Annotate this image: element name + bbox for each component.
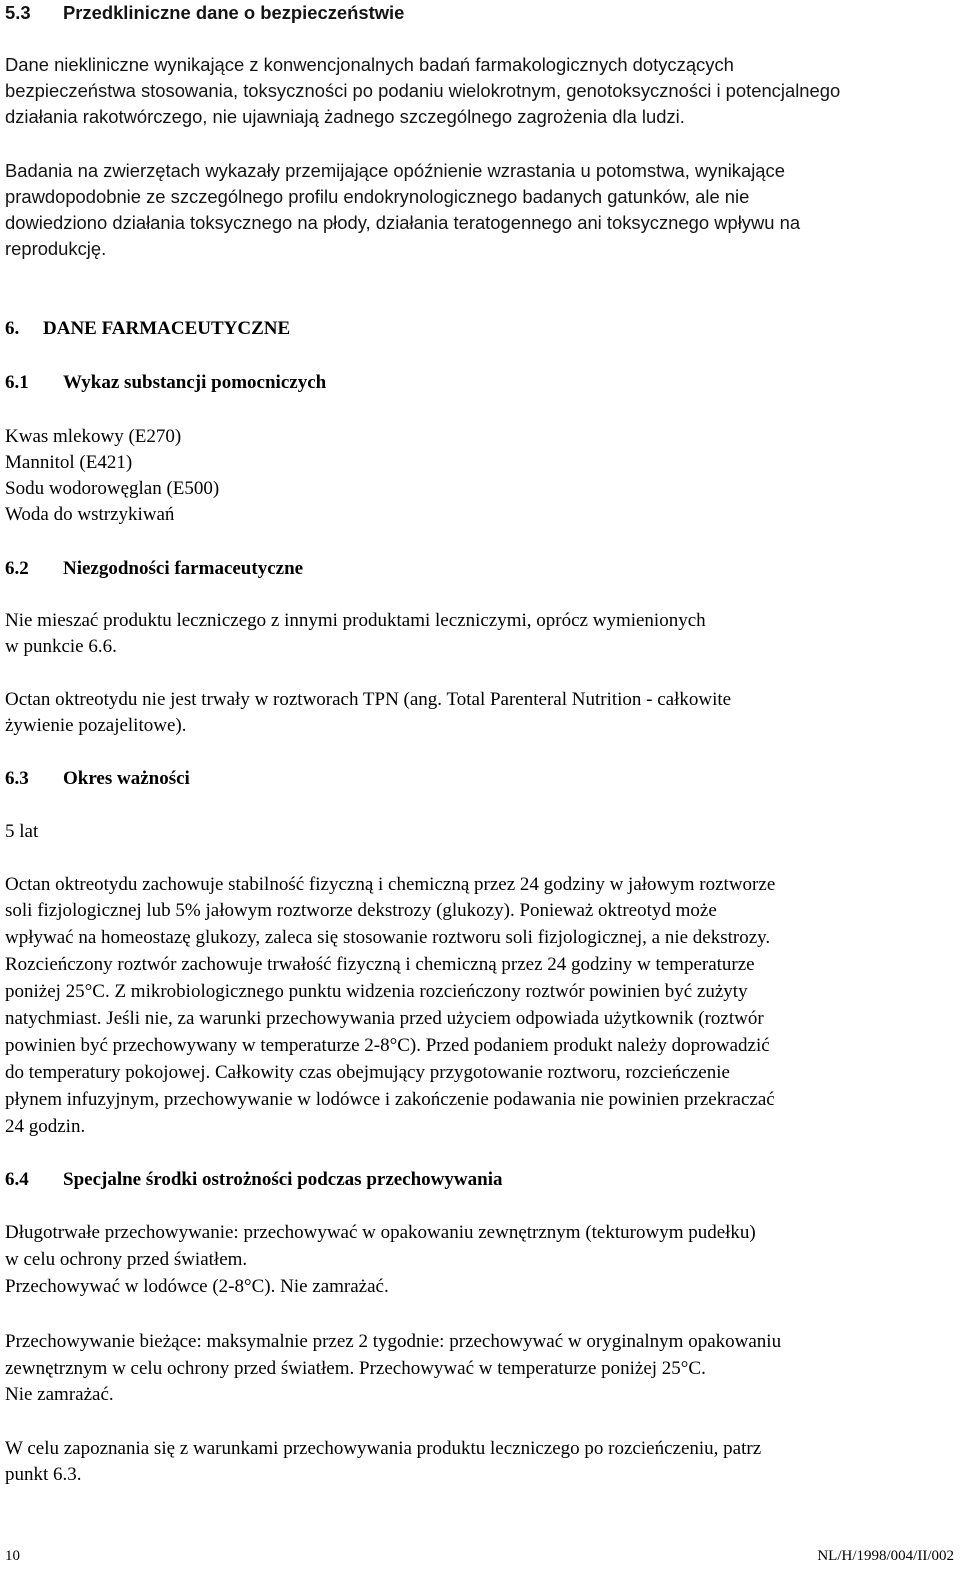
s63-p1-line: natychmiast. Jeśli nie, za warunki przechowywania przed użyciem odpowiada użytkownik (roztwór — [5, 1008, 764, 1029]
s62-p2-line: Octan oktreotydu nie jest trwały w roztworach TPN (ang. Total Parenteral Nutrition - całkowite — [5, 689, 732, 710]
heading-6-2: 6.2 Niezgodności farmaceutyczne — [5, 558, 304, 579]
heading-6: 6. DANE FARMACEUTYCZNE — [5, 318, 291, 339]
s63-p1-line: poniżej 25°C. Z mikrobiologicznego punktu widzenia rozcieńczony roztwór powinien być zużyty — [5, 981, 748, 1002]
s63-p1-line: soli fizjologicznej lub 5% jałowym roztworze dekstrozy (glukozy). Ponieważ oktreotyd może — [5, 900, 717, 921]
page-number: 10 — [5, 1548, 20, 1564]
s63-p1-line: Rozcieńczony roztwór zachowuje trwałość fizyczną i chemiczną przez 24 godziny w temperaturze — [5, 954, 755, 975]
s64-p1-line: Przechowywać w lodówce (2-8°C). Nie zamrażać. — [5, 1276, 389, 1297]
s63-p1-line: powinien być przechowywany w temperaturze 2-8°C). Przed podaniem produkt należy doprowadzić — [5, 1035, 770, 1056]
s53-p1-line: bezpieczeństwa stosowania, toksyczności po podaniu wielokrotnym, genotoksyczności i potencjalnego — [5, 80, 841, 101]
s64-p2-line: zewnętrznym w celu ochrony przed światłem. Przechowywać w temperaturze poniżej 25°C. — [5, 1358, 706, 1379]
heading-6-4: 6.4 Specjalne środki ostrożności podczas przechowywania — [5, 1169, 503, 1190]
s62-p1-line: Nie mieszać produktu leczniczego z innymi produktami leczniczymi, oprócz wymienionych — [5, 610, 706, 631]
s53-p2-line: reprodukcję. — [5, 238, 107, 259]
s63-p1-line: Octan oktreotydu zachowuje stabilność fizyczną i chemiczną przez 24 godziny w jałowym roztworze — [5, 874, 776, 895]
s53-p2-line: Badania na zwierzętach wykazały przemijające opóźnienie wzrastania u potomstwa, wynikające — [5, 160, 785, 181]
heading-6-1: 6.1 Wykaz substancji pomocniczych — [5, 372, 327, 393]
excipient-item: Sodu wodorowęglan (E500) — [5, 478, 220, 499]
s53-p1-line: działania rakotwórczego, nie ujawniają żadnego szczególnego zagrożenia dla ludzi. — [5, 106, 685, 127]
s64-p1-line: w celu ochrony przed światłem. — [5, 1249, 248, 1270]
excipient-item: Woda do wstrzykiwań — [5, 504, 175, 525]
s64-p3-line: punkt 6.3. — [5, 1464, 82, 1485]
s63-p1-line: do temperatury pokojowej. Całkowity czas obejmujący przygotowanie roztworu, rozcieńczenie — [5, 1062, 730, 1083]
document-code: NL/H/1998/004/II/002 — [817, 1548, 954, 1564]
s64-p3-line: W celu zapoznania się z warunkami przechowywania produktu leczniczego po rozcieńczeniu, patrz — [5, 1438, 762, 1459]
heading-6-3: 6.3 Okres ważności — [5, 768, 190, 789]
heading-5-3: 5.3 Przedkliniczne dane o bezpieczeństwie — [5, 2, 405, 23]
excipient-item: Kwas mlekowy (E270) — [5, 426, 182, 447]
s64-p2-line: Przechowywanie bieżące: maksymalnie przez 2 tygodnie: przechowywać w oryginalnym opakowaniu — [5, 1331, 782, 1352]
s62-p2-line: żywienie pozajelitowe). — [5, 715, 187, 736]
s63-p1-line: wpływać na homeostazę glukozy, zaleca się stosowanie roztworu soli fizjologicznej, a nie dekstrozy. — [5, 927, 771, 948]
shelf-life-value: 5 lat — [5, 821, 39, 842]
s63-p1-line: płynem infuzyjnym, przechowywanie w lodówce i zakończenie podawania nie powinien przekraczać — [5, 1089, 775, 1110]
excipient-item: Mannitol (E421) — [5, 452, 133, 473]
s53-p2-line: dowiedziono działania toksycznego na płody, działania teratogennego ani toksycznego wpływu na — [5, 212, 801, 233]
s63-p1-line: 24 godzin. — [5, 1116, 86, 1137]
s53-p2-line: prawdopodobnie ze szczególnego profilu endokrynologicznego badanych gatunków, ale nie — [5, 186, 750, 207]
s62-p1-line: w punkcie 6.6. — [5, 636, 117, 657]
s53-p1-line: Dane niekliniczne wynikające z konwencjonalnych badań farmakologicznych dotyczących — [5, 54, 734, 75]
s64-p2-line: Nie zamrażać. — [5, 1384, 114, 1405]
s64-p1-line: Długotrwałe przechowywanie: przechowywać w opakowaniu zewnętrznym (tekturowym pudełku) — [5, 1222, 756, 1243]
